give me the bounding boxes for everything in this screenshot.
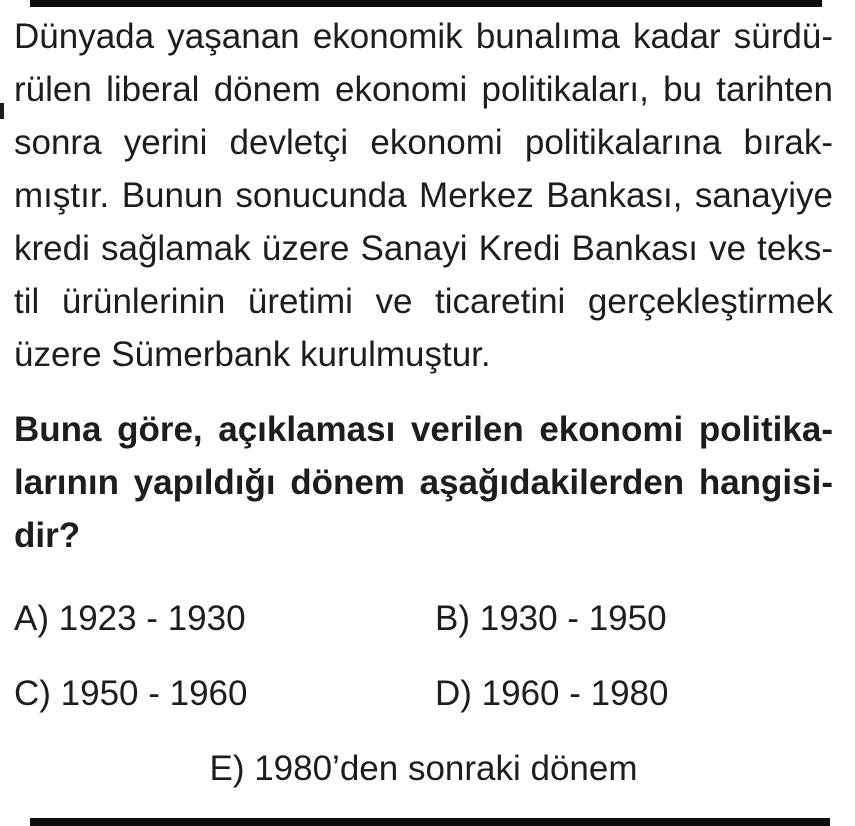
intro-line: rülen liberal dönem ekonomi politikaları, bu tarihten (14, 70, 833, 109)
option-e[interactable]: E) 1980’den sonraki dönem (209, 749, 638, 788)
question-stem (14, 403, 833, 562)
option-a[interactable]: A) 1923 - 1930 (14, 599, 246, 638)
option-b[interactable]: B) 1930 - 1950 (435, 599, 667, 638)
bottom-border-rule (30, 818, 830, 826)
stem-line: dir? (14, 516, 81, 555)
intro-line: Dünyada yaşanan ekonomik bunalıma kadar sürdü- (14, 17, 833, 56)
option-row-3 (14, 742, 833, 795)
question-intro-paragraph (14, 10, 833, 381)
option-d[interactable]: D) 1960 - 1980 (435, 674, 669, 713)
answer-options (14, 592, 833, 795)
option-row-1 (14, 592, 833, 645)
intro-line: til ürünlerinin üretimi ve ticaretini gerçekleştirmek (14, 282, 833, 321)
stem-line: Buna göre, açıklaması verilen ekonomi politika- (14, 410, 833, 449)
option-row-2 (14, 667, 833, 720)
option-c[interactable]: C) 1950 - 1960 (14, 674, 248, 713)
intro-line: kredi sağlamak üzere Sanayi Kredi Bankası ve teks- (14, 229, 833, 268)
intro-line: üzere Sümerbank kurulmuştur. (14, 335, 491, 374)
stem-line: larının yapıldığı dönem aşağıdakilerden hangisi- (14, 463, 833, 502)
intro-line: mıştır. Bunun sonucunda Merkez Bankası, sanayiye (14, 176, 833, 215)
intro-line: sonra yerini devletçi ekonomi politikalarına bırak- (14, 123, 833, 162)
